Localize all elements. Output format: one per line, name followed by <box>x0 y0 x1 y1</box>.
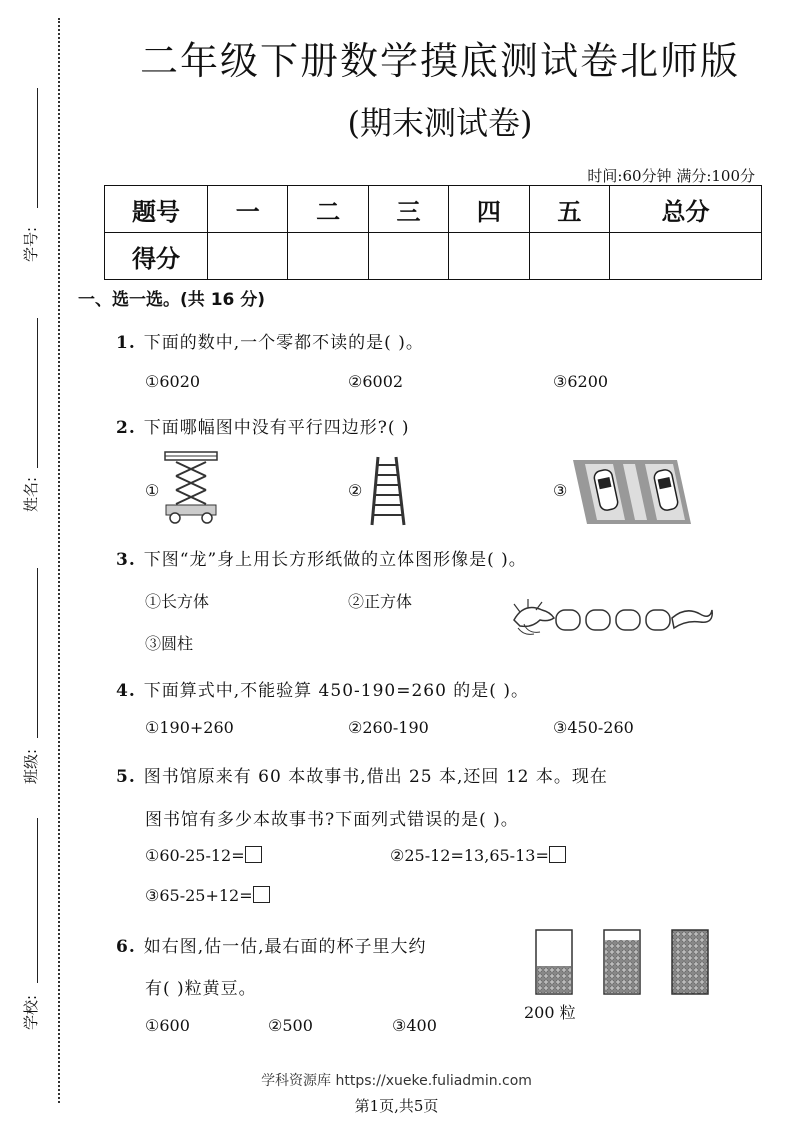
table-cell: 四 <box>449 186 529 233</box>
question-text-line-2: 有( )粒黄豆。 <box>145 979 257 999</box>
score-input-cell[interactable] <box>288 233 368 280</box>
option-text: ②25-12=13,65-13= <box>390 846 549 865</box>
parking-lot-picture <box>573 458 691 526</box>
score-input-cell[interactable] <box>610 233 762 280</box>
question-5 <box>116 762 608 787</box>
option-5-1[interactable] <box>145 846 262 865</box>
binding-dotted-line <box>58 18 60 1103</box>
score-input-cell[interactable] <box>208 233 288 280</box>
question-number: 2. <box>116 418 136 438</box>
score-table <box>104 185 762 280</box>
question-3 <box>116 545 527 570</box>
question-number: 6. <box>116 937 136 957</box>
table-cell: 三 <box>368 186 448 233</box>
question-text-line-2: 图书馆有多少本故事书?下面列式错误的是( )。 <box>145 810 519 830</box>
class-line <box>37 568 38 738</box>
table-cell: 题号 <box>105 186 208 233</box>
option-4-2[interactable]: ②260-190 <box>348 718 429 737</box>
school-line <box>37 818 38 983</box>
question-text: 下面哪幅图中没有平行四边形?( ) <box>143 418 410 438</box>
option-1-3[interactable]: ③6200 <box>553 372 609 391</box>
source-watermark: 学科资源库 https://xueke.fuliadmin.com <box>261 1073 532 1089</box>
name-line <box>37 318 38 468</box>
question-4 <box>116 676 529 701</box>
table-cell: 五 <box>529 186 609 233</box>
table-cell: 二 <box>288 186 368 233</box>
option-3-1[interactable]: ①长方体 <box>145 592 210 611</box>
option-3-2[interactable]: ②正方体 <box>348 592 413 611</box>
answer-box-icon <box>245 846 262 863</box>
option-1-1[interactable]: ①6020 <box>145 372 201 391</box>
score-input-cell[interactable] <box>529 233 609 280</box>
student-id-line <box>37 88 38 208</box>
scissor-lift-picture <box>164 450 220 525</box>
question-text: 下图“龙”身上用长方形纸做的立体图形像是( )。 <box>143 550 527 570</box>
page-number: 第1页,共5页 <box>354 1097 439 1115</box>
question-text-line-1: 图书馆原来有 60 本故事书,借出 25 本,还回 12 本。现在 <box>143 767 608 787</box>
option-5-2[interactable] <box>390 846 566 865</box>
time-info: 时间:60分钟 满分:100分 <box>587 167 755 185</box>
option-2-1[interactable]: ① <box>145 481 160 500</box>
bean-cups-picture <box>534 928 714 998</box>
answer-box-icon <box>253 886 270 903</box>
option-6-2[interactable]: ②500 <box>268 1016 313 1035</box>
table-cell: 得分 <box>105 233 208 280</box>
option-text: ③65-25+12= <box>145 886 253 905</box>
name-label: 姓名: <box>22 476 40 512</box>
question-text: 下面算式中,不能验算 450-190=260 的是( )。 <box>143 681 529 701</box>
option-1-2[interactable]: ②6002 <box>348 372 404 391</box>
option-4-3[interactable]: ③450-260 <box>553 718 634 737</box>
answer-box-icon <box>549 846 566 863</box>
question-number: 4. <box>116 681 136 701</box>
option-6-3[interactable]: ③400 <box>392 1016 437 1035</box>
table-cell: 总分 <box>610 186 762 233</box>
table-cell: 一 <box>208 186 288 233</box>
class-label: 班级: <box>22 748 40 784</box>
cup-label: 200 粒 <box>524 1003 576 1022</box>
question-number: 1. <box>116 333 136 353</box>
option-2-3[interactable]: ③ <box>553 481 568 500</box>
page-title: 二年级下册数学摸底测试卷北师版 <box>139 39 740 83</box>
score-table-score-row <box>105 233 762 280</box>
school-label: 学校: <box>22 994 40 1030</box>
student-id-label: 学号: <box>22 226 40 262</box>
question-text-line-1: 如右图,估一估,最右面的杯子里大约 <box>143 937 427 957</box>
option-3-3[interactable]: ③圆柱 <box>145 634 194 653</box>
section-heading: 一、选一选。(共 16 分) <box>78 290 266 310</box>
question-1 <box>116 328 424 353</box>
option-5-3[interactable] <box>145 886 270 905</box>
page-subtitle: (期末测试卷) <box>347 104 533 142</box>
score-table-header-row <box>105 186 762 233</box>
question-number: 3. <box>116 550 136 570</box>
option-2-2[interactable]: ② <box>348 481 363 500</box>
score-input-cell[interactable] <box>449 233 529 280</box>
question-number: 5. <box>116 767 136 787</box>
option-4-1[interactable]: ①190+260 <box>145 718 234 737</box>
question-2 <box>116 413 410 438</box>
dragon-picture <box>510 598 715 640</box>
ladder-picture <box>370 455 406 527</box>
score-input-cell[interactable] <box>368 233 448 280</box>
option-6-1[interactable]: ①600 <box>145 1016 190 1035</box>
question-6 <box>116 932 427 957</box>
question-text: 下面的数中,一个零都不读的是( )。 <box>143 333 424 353</box>
option-text: ①60-25-12= <box>145 846 245 865</box>
